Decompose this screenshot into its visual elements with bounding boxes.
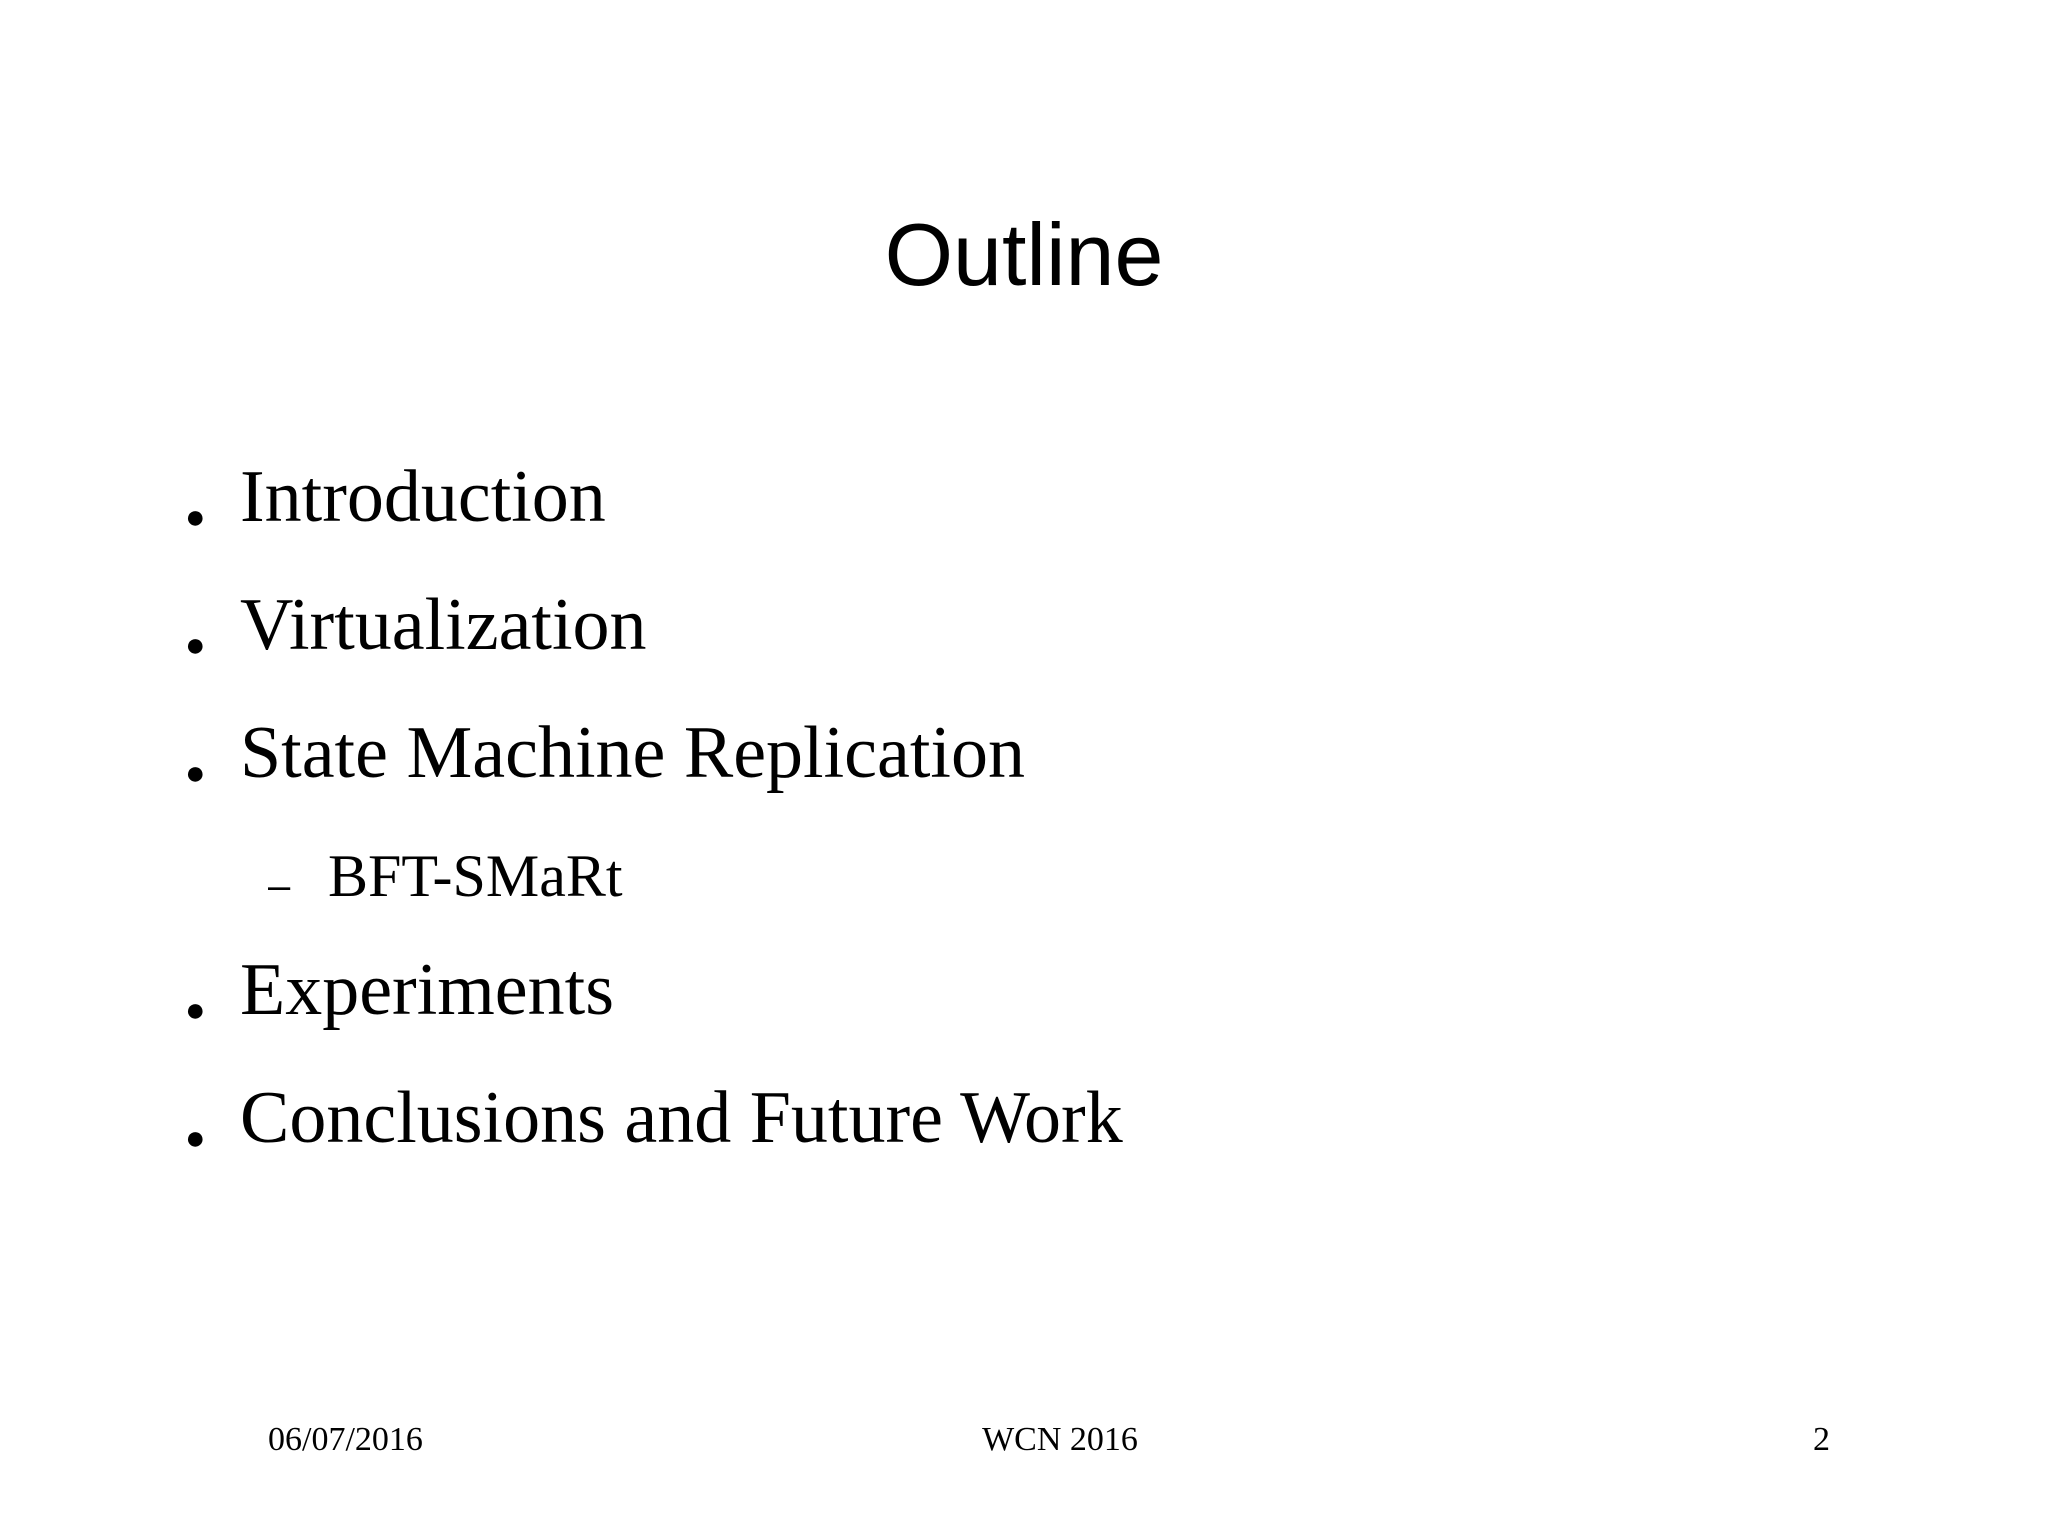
bullet-dot-icon: ● — [185, 626, 206, 664]
list-item-label: Introduction — [240, 456, 606, 538]
list-item-label: Conclusions and Future Work — [240, 1077, 1123, 1159]
bullet-dot-icon: ● — [185, 991, 206, 1029]
footer-conference: WCN 2016 — [982, 1421, 1138, 1458]
sub-list-item-label: BFT-SMaRt — [328, 843, 623, 909]
bullet-dot-icon: ● — [185, 1119, 206, 1157]
bullet-dot-icon: ● — [185, 754, 206, 792]
bullet-dot-icon: ● — [185, 498, 206, 536]
list-item-label: State Machine Replication — [240, 712, 1025, 794]
footer-date: 06/07/2016 — [268, 1421, 423, 1458]
slide-title: Outline — [884, 205, 1164, 304]
list-item-label: Experiments — [240, 949, 615, 1031]
list-item-label: Virtualization — [240, 584, 647, 666]
dash-icon: – — [268, 864, 291, 908]
footer-page-number: 2 — [1813, 1421, 1830, 1458]
